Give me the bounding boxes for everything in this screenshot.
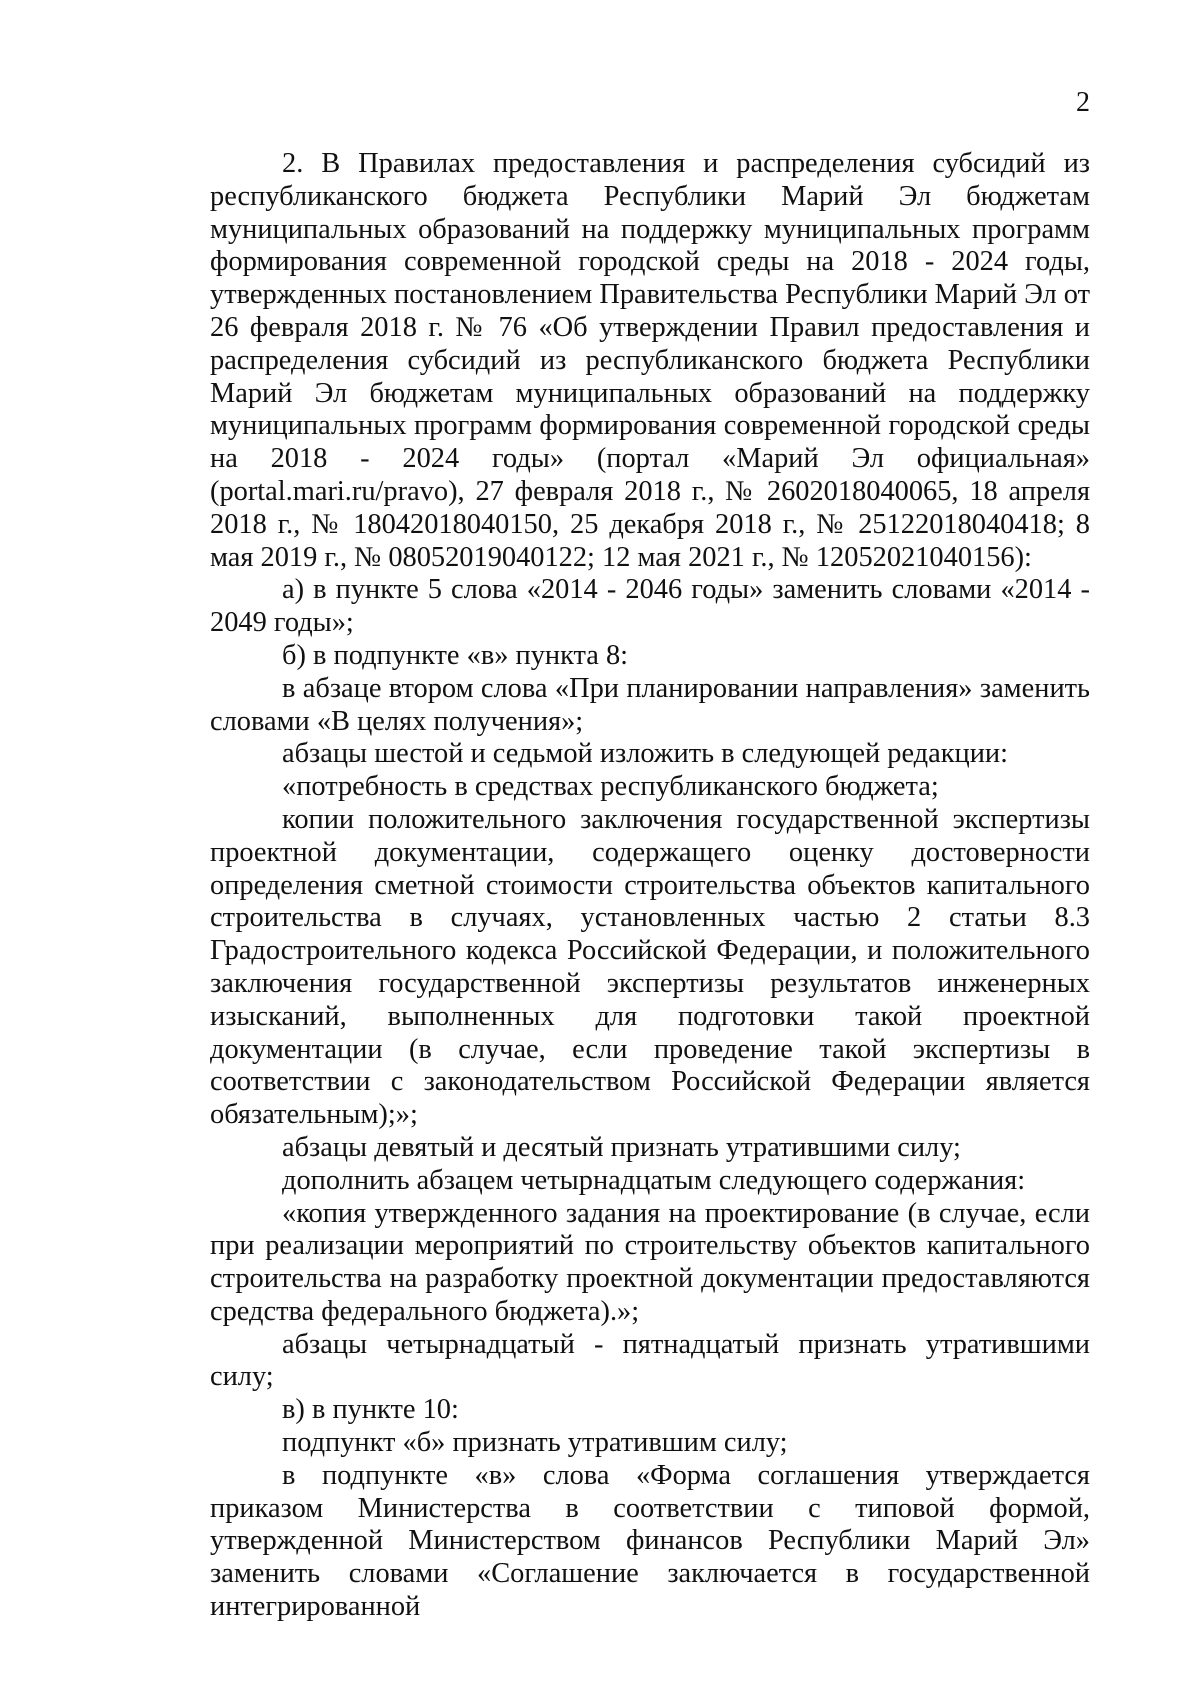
paragraph-sixth-seventh: абзацы шестой и седьмой изложить в следующей редакции: — [282, 738, 1008, 770]
paragraph-fourteenth-fifteenth: абзацы четырнадцатый - пятнадцатый признать утратившими силу; — [210, 1328, 1090, 1393]
paragraph-agreement-form: в подпункте «в» слова «Форма соглашения утверждается приказом Министерства в соответствии с типовой формой, утвержденной Министерством финансов Республики Марий Эл» заменить словами «Соглашение заключается в государственной интегрированной — [210, 1459, 1090, 1623]
paragraph-subitem-b: подпункт «б» признать утратившим силу; — [282, 1427, 788, 1459]
page-number: 2 — [1076, 87, 1090, 118]
paragraph-ninth-tenth: абзацы девятый и десятый признать утратившими силу; — [282, 1131, 961, 1163]
paragraph-add-fourteenth: дополнить абзацем четырнадцатым следующего содержания: — [282, 1164, 1026, 1196]
paragraph-item-b: б) в подпункте «в» пункта 8: — [282, 639, 629, 671]
paragraph-second-abzac: в абзаце втором слова «При планировании направления» заменить словами «В целях получения»; — [210, 672, 1090, 737]
paragraph-expertise-copies: копии положительного заключения государственной экспертизы проектной документации, содержащего оценку достоверности определения сметной стоимости строительства объектов капитального строительства в случаях, установленных частью 2 статьи 8.3 Градостроительного кодекса Российской Федерации, и положительного заключения государственной экспертизы результатов инженерных изысканий, выполненных для подготовки такой проектной документации (в случае, если проведение такой экспертизы в соответствии с законодательством Российской Федерации является обязательным);»; — [210, 803, 1090, 1131]
paragraph-design-task: «копия утвержденного задания на проектирование (в случае, если при реализации мероприятий по строительству объектов капитального строительства на разработку проектной документации предоставляются средства федерального бюджета).»; — [210, 1197, 1090, 1327]
paragraph-item-a: а) в пункте 5 слова «2014 - 2046 годы» заменить словами «2014 - 2049 годы»; — [210, 574, 1090, 639]
paragraph-budget-need: «потребность в средствах республиканского бюджета; — [282, 771, 939, 803]
document-body — [210, 148, 1090, 1624]
paragraph-rules-amendment: 2. В Правилах предоставления и распределения субсидий из республиканского бюджета Республики Марий Эл бюджетам муниципальных образований на поддержку муниципальных программ формирования современной городской среды на 2018 - 2024 годы, утвержденных постановлением Правительства Республики Марий Эл от 26 февраля 2018 г. № 76 «Об утверждении Правил предоставления и распределения субсидий из республиканского бюджета Республики Марий Эл бюджетам муниципальных образований на поддержку муниципальных программ формирования современной городской среды на 2018 - 2024 годы» (портал «Марий Эл официальная» (portal.mari.ru/pravo), 27 февраля 2018 г., № 2602018040065, 18 апреля 2018 г., № 18042018040150, 25 декабря 2018 г., № 25122018040418; 8 мая 2019 г., № 08052019040122; 12 мая 2021 г., № 12052021040156): — [210, 148, 1091, 573]
paragraph-item-v: в) в пункте 10: — [282, 1394, 459, 1426]
